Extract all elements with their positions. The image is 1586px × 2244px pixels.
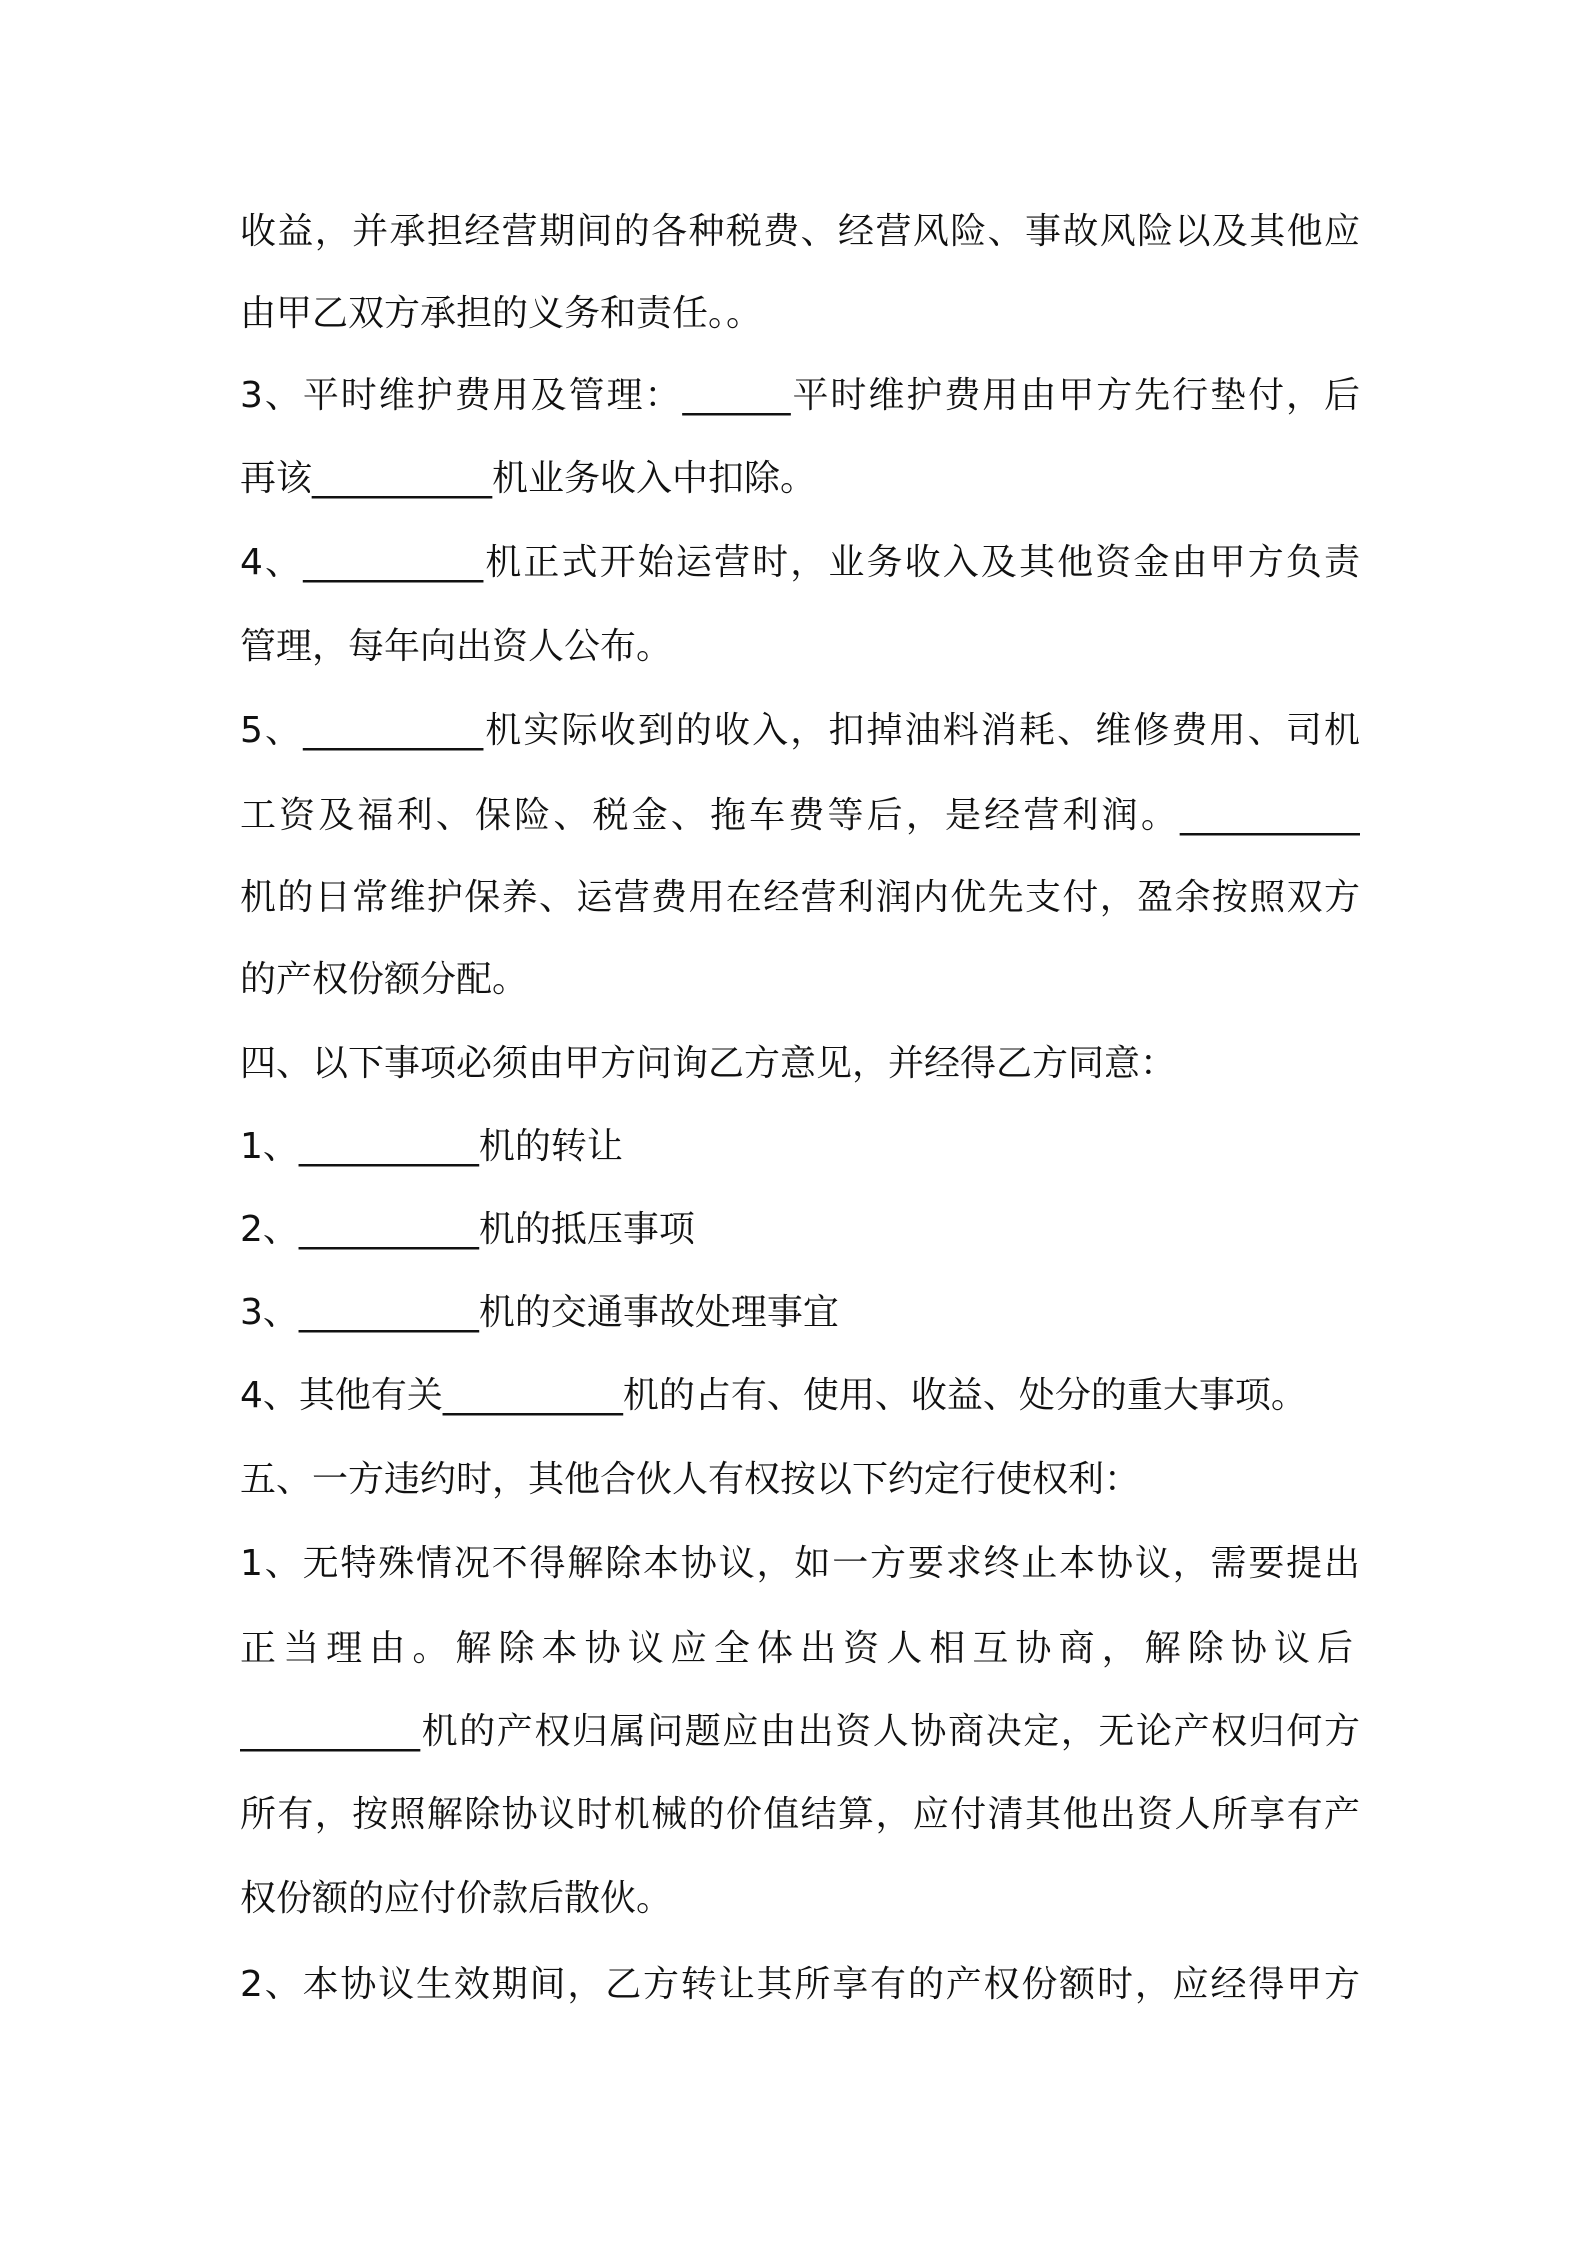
text-line: 工资及福利、保险、税金、拖车费等后，是经营利润。__________ [240,795,1360,836]
text-line: 权份额的应付价款后散伙。 [240,1878,673,1919]
text-line: 1、无特殊情况不得解除本协议，如一方要求终止本协议，需要提出 [240,1543,1360,1584]
text-line: 4、__________机正式开始运营时，业务收入及其他资金由甲方负责 [240,542,1360,583]
text-line: 机的日常维护保养、运营费用在经营利润内优先支付，盈余按照双方 [240,877,1360,918]
text-line: 由甲乙双方承担的义务和责任。。 [240,293,763,334]
text-line: 管理，每年向出资人公布。 [240,626,673,667]
text-line: 再该__________机业务收入中扣除。 [240,458,817,499]
text-line: 2、本协议生效期间，乙方转让其所享有的产权份额时，应经得甲方 [240,1964,1360,2005]
text-line: __________机的产权归属问题应由出资人协商决定，无论产权归何方 [240,1711,1360,1752]
list-item: 3、__________机的交通事故处理事宜 [240,1292,839,1333]
text-line: 收益，并承担经营期间的各种税费、经营风险、事故风险以及其他应 [240,211,1360,252]
list-item: 1、__________机的转让 [240,1126,623,1167]
list-item: 4、其他有关__________机的占有、使用、收益、处分的重大事项。 [240,1375,1307,1416]
section-heading: 四、以下事项必须由甲方问询乙方意见，并经得乙方同意： [240,1043,1177,1084]
text-line: 所有，按照解除协议时机械的价值结算，应付清其他出资人所享有产 [240,1794,1360,1835]
text-line: 的产权份额分配。 [240,959,529,1000]
section-heading: 五、一方违约时，其他合伙人有权按以下约定行使权利： [240,1459,1141,1500]
list-item: 2、__________机的抵压事项 [240,1209,695,1250]
text-line: 正当理由。解除本协议应全体出资人相互协商，解除协议后 [240,1628,1360,1669]
text-line: 5、__________机实际收到的收入，扣掉油料消耗、维修费用、司机 [240,710,1360,751]
text-line: 3、平时维护费用及管理：______平时维护费用由甲方先行垫付，后 [240,375,1360,416]
